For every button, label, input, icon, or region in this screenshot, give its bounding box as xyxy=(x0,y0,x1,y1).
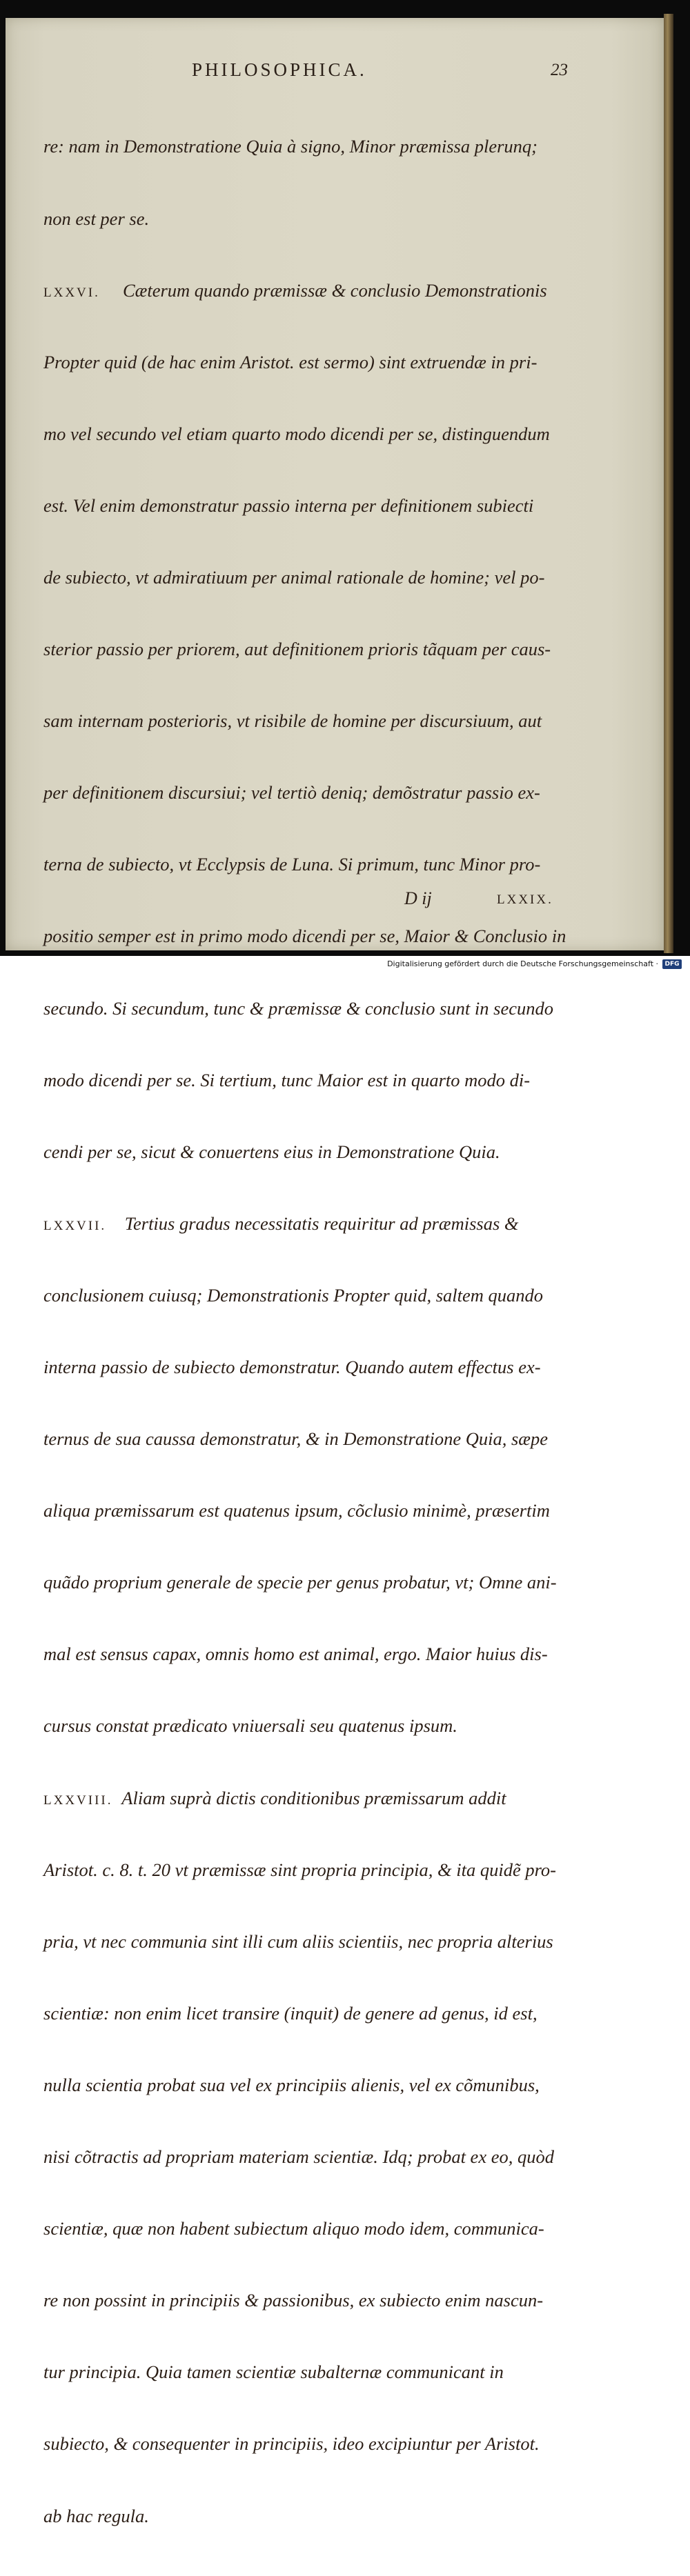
text-line: LXXVI. Cæterum quando præmissæ & conclusio Demonstrationis xyxy=(43,279,547,301)
text-line: tur principia. Quia tamen scientiæ subalternæ communicant in xyxy=(43,2362,504,2383)
text-line: sam internam posterioris, vt risibile de homine per discursiuum, aut xyxy=(43,710,542,732)
section-number: LXXVI. xyxy=(43,285,100,300)
text-line: ternus de sua caussa demonstratur, & in Demonstratione Quia, sæpe xyxy=(43,1428,548,1450)
text-line: non est per se. xyxy=(43,208,150,229)
section-number: LXXVIII. xyxy=(43,1793,113,1808)
text-line: subiecto, & consequenter in principiis, ideo excipiuntur per Aristot. xyxy=(43,2433,540,2455)
text-line: LXXVIII. Aliam suprà dictis conditionibus præmissarum addit xyxy=(43,1787,506,1808)
text-line: modo dicendi per se. Si tertium, tunc Maior est in quarto modo di- xyxy=(43,1069,531,1090)
dfg-logo: DFG xyxy=(662,959,682,969)
text-line: de subiecto, vt admiratiuum per animal rationale de homine; vel po- xyxy=(43,566,545,588)
text-line: sterior passio per priorem, aut definitionem prioris tãquam per caus- xyxy=(43,639,551,660)
text-line: nisi cõtractis ad propriam materiam scientiæ. Idq; probat ex eo, quòd xyxy=(43,2146,554,2168)
page-header xyxy=(6,59,664,87)
catchword: LXXIX. xyxy=(497,892,553,907)
text-line: est. Vel enim demonstratur passio interna per definitionem subiecti xyxy=(43,495,534,516)
text-line: mal est sensus capax, omnis homo est animal, ergo. Maior huius dis- xyxy=(43,1644,548,1665)
text-line: re non possint in principiis & passionibus, ex subiecto enim nascun- xyxy=(43,2290,544,2311)
page-footer xyxy=(6,888,664,913)
text-line: re: nam in Demonstratione Quia à signo, Minor præmissa plerunq; xyxy=(43,136,538,157)
text-line: nulla scientia probat sua vel ex principiis alienis, vel ex cõmunibus, xyxy=(43,2074,540,2095)
text-line: quãdo proprium generale de specie per genus probatur, vt; Omne ani- xyxy=(43,1572,557,1593)
text-line: per definitionem discursiui; vel tertiò deniq; demõstratur passio ex- xyxy=(43,782,540,803)
text-line: secundo. Si secundum, tunc & præmissæ & conclusio sunt in secundo xyxy=(43,997,553,1019)
text-line: ab hac regula. xyxy=(43,2505,149,2526)
page-number: 23 xyxy=(551,61,568,79)
text-line: cursus constat prædicato vniuersali seu quatenus ipsum. xyxy=(43,1715,457,1737)
text-line: cendi per se, sicut & conuertens eius in Demonstratione Quia. xyxy=(43,1141,500,1162)
text-line: Aristot. c. 8. t. 20 vt præmissæ sint propria principia, & ita quidẽ pro- xyxy=(43,1859,557,1880)
credit-bar xyxy=(0,956,690,974)
text-line: interna passio de subiecto demonstratur. Quando autem effectus ex- xyxy=(43,1357,541,1377)
text-line: scientiæ, quæ non habent subiectum aliquo modo idem, communica- xyxy=(43,2218,544,2239)
text-line: conclusionem cuiusq; Demonstrationis Propter quid, saltem quando xyxy=(43,1284,544,1306)
text-line: pria, vt nec communia sint illi cum aliis scientiis, nec propria alterius xyxy=(43,1930,553,1952)
text-line: scientiæ: non enim licet transire (inquit) de genere ad genus, id est, xyxy=(43,2002,538,2024)
funding-credit: Digitalisierung gefördert durch die Deutsche Forschungsgemeinschaft · xyxy=(387,959,658,968)
running-title: PHILOSOPHICA. xyxy=(192,59,367,80)
book-edge xyxy=(664,14,673,953)
text-line: Propter quid (de hac enim Aristot. est sermo) sint extruendæ in pri- xyxy=(43,351,538,372)
text-line: LXXVII. Tertius gradus necessitatis requiritur ad præmissas & xyxy=(43,1212,519,1234)
signature-mark: D ij xyxy=(404,888,432,908)
body-text xyxy=(43,87,575,2576)
text-line: terna de subiecto, vt Ecclypsis de Luna. Si primum, tunc Minor pro- xyxy=(43,854,541,875)
text-line: mo vel secundo vel etiam quarto modo dicendi per se, distinguendum xyxy=(43,423,550,444)
text-line: aliqua præmissarum est quatenus ipsum, cõclusio minimè, præsertim xyxy=(43,1500,550,1521)
text-line: positio semper est in primo modo dicendi per se, Maior & Conclusio in xyxy=(43,926,566,947)
section-number: LXXVII. xyxy=(43,1218,107,1233)
